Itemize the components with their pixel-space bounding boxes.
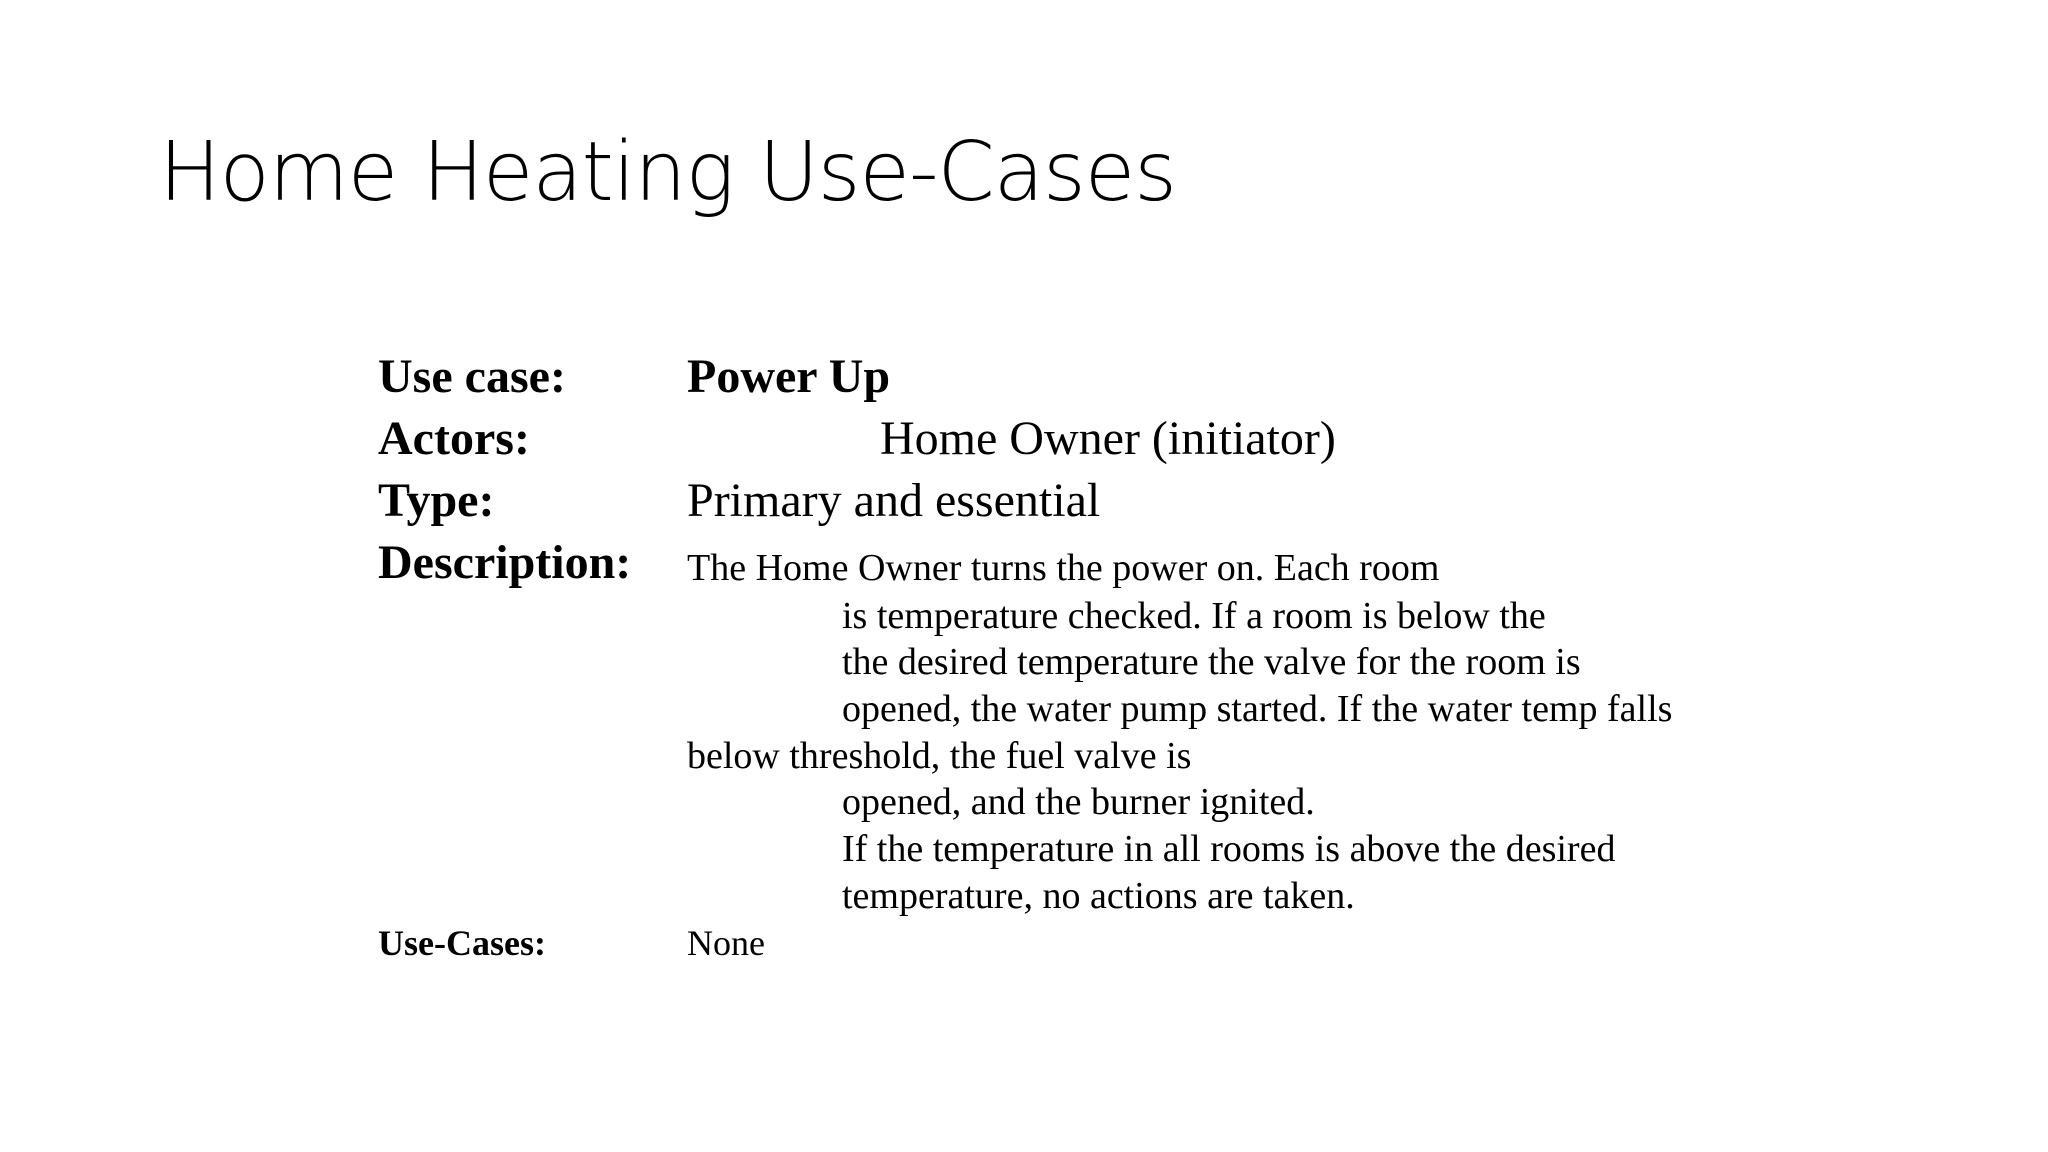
use-case-value: Power Up	[687, 350, 891, 403]
actors-value: Home Owner (initiator)	[880, 412, 1336, 465]
actors-label: Actors:	[378, 412, 530, 465]
type-value: Primary and essential	[687, 474, 1101, 527]
description-line: is temperature checked. If a room is below the	[842, 595, 1546, 637]
slide-title: Home Heating Use-Cases	[159, 125, 1176, 220]
type-label: Type:	[378, 474, 495, 527]
use-case-label: Use case:	[378, 350, 566, 403]
description-line: opened, and the burner ignited.	[842, 781, 1315, 823]
description-line: The Home Owner turns the power on. Each room	[687, 547, 1440, 589]
description-line: the desired temperature the valve for the room is	[842, 641, 1581, 683]
description-line: If the temperature in all rooms is above the desired	[842, 828, 1616, 870]
description-line: temperature, no actions are taken.	[842, 875, 1355, 917]
description-line: below threshold, the fuel valve is	[687, 735, 1192, 777]
description-line: opened, the water pump started. If the water temp falls	[842, 688, 1673, 730]
use-cases-label: Use-Cases:	[378, 923, 546, 963]
use-cases-value: None	[687, 923, 765, 963]
description-label: Description:	[378, 536, 632, 589]
